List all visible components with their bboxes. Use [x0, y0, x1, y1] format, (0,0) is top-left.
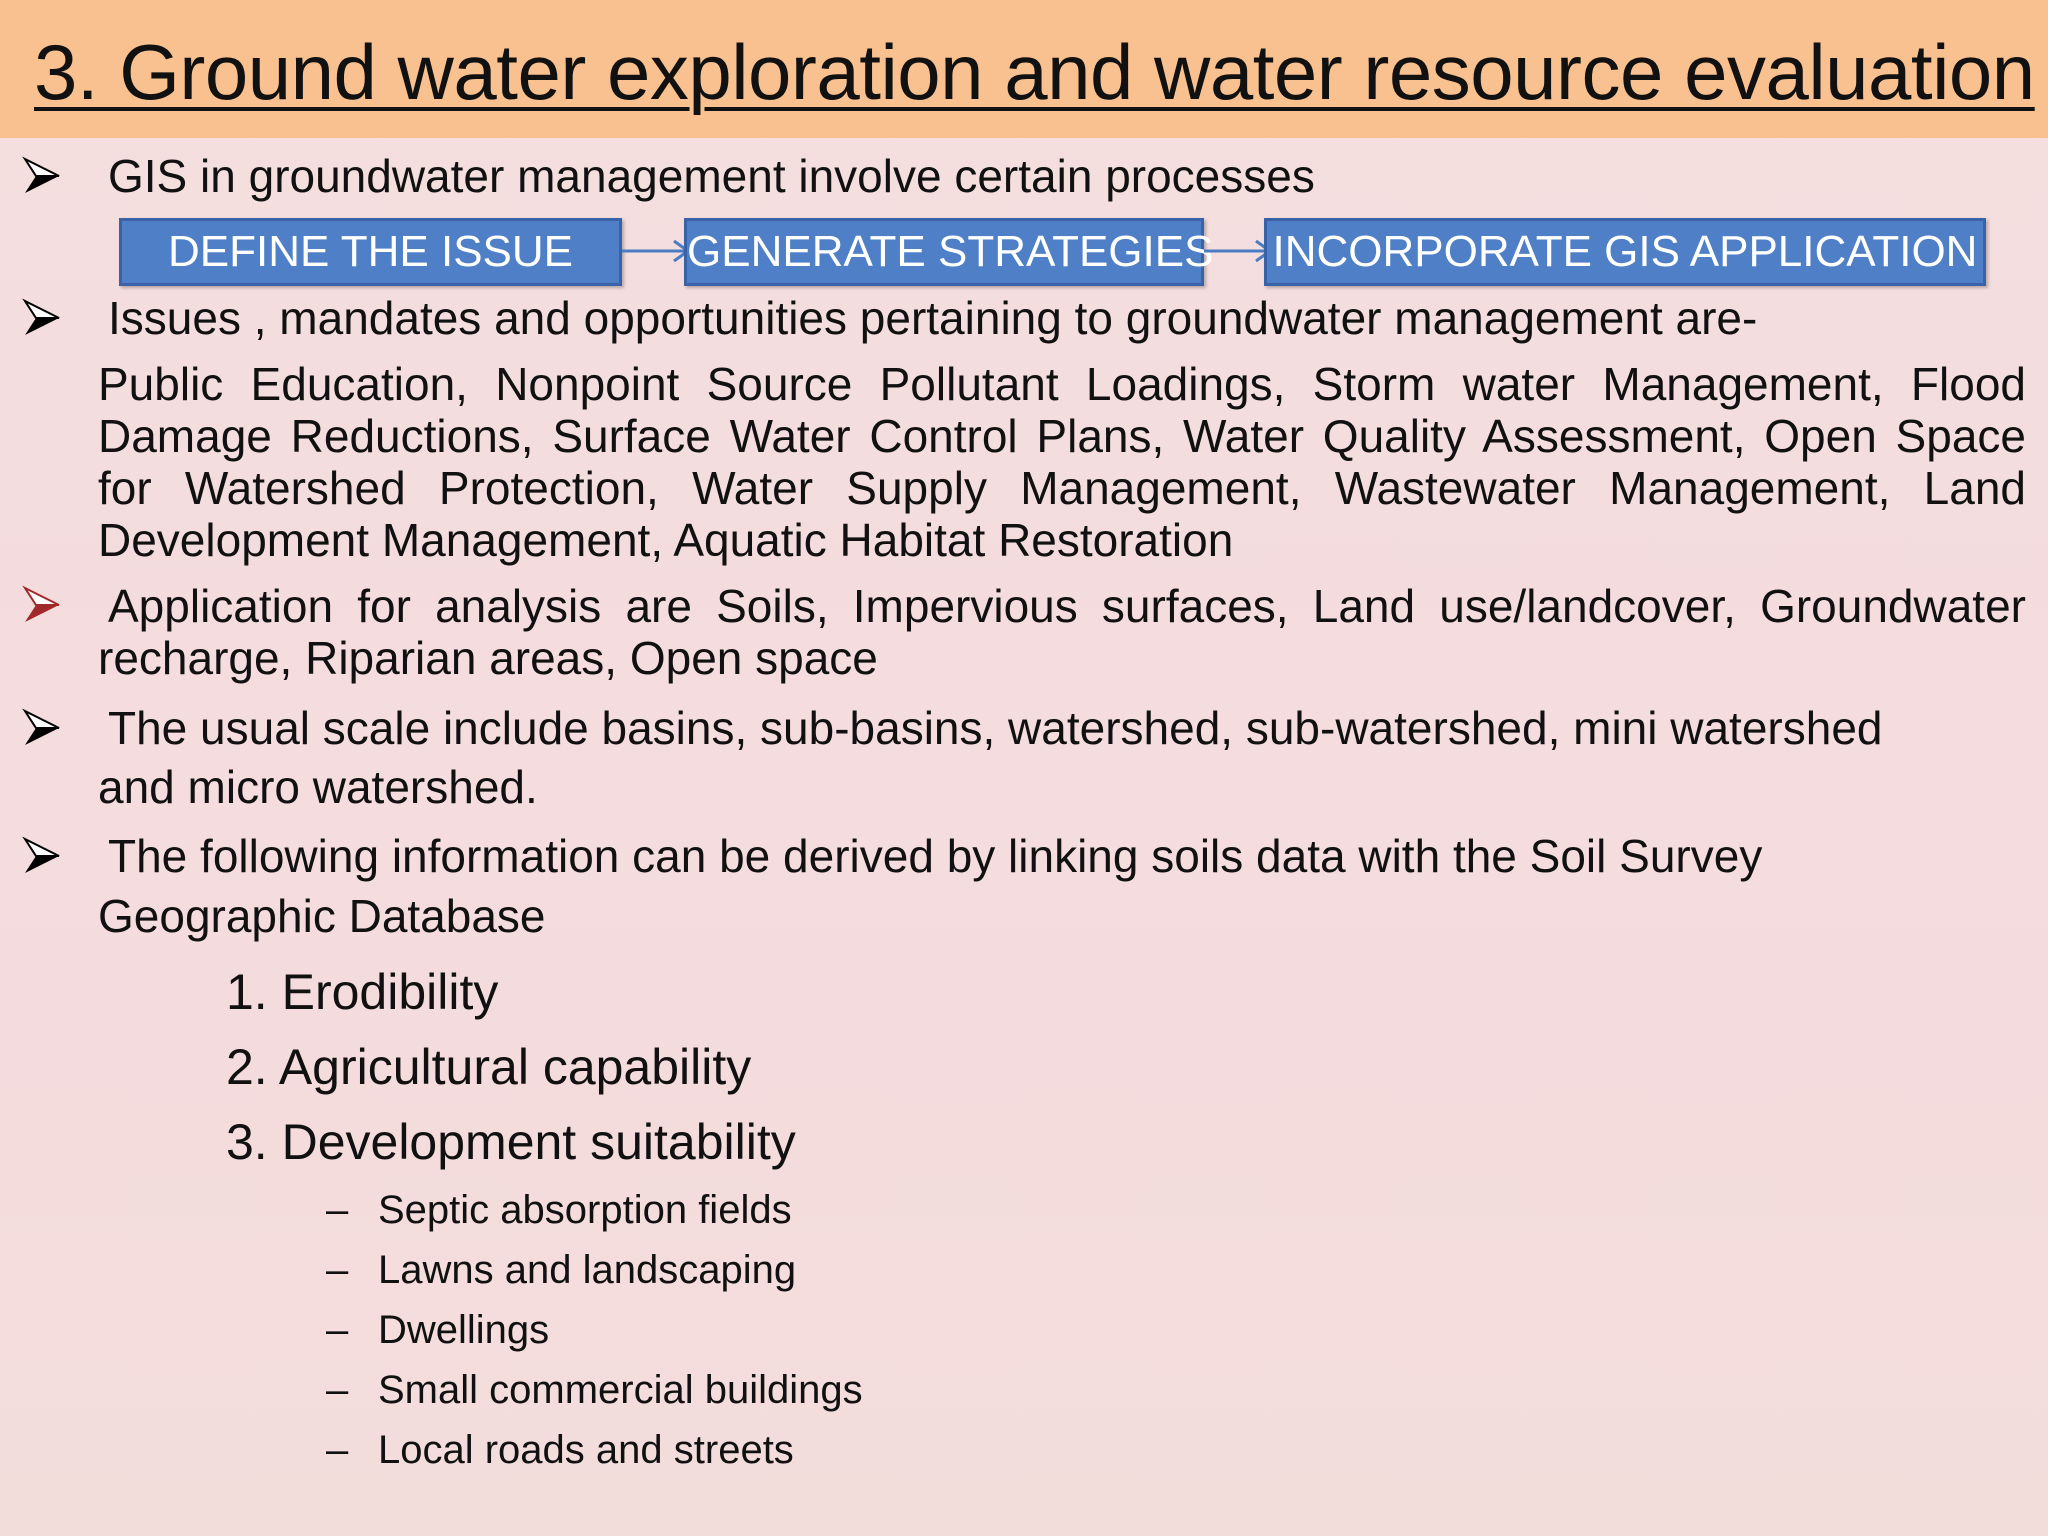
- dash-marker: –: [326, 1368, 349, 1412]
- sub-item-dwellings: Dwellings: [378, 1308, 550, 1352]
- bullet-usual-scale: The usual scale include basins, sub-basins, watershed, sub-watershed, mini watershed: [108, 702, 1883, 754]
- arrowhead-bullet-icon: [22, 585, 62, 625]
- arrowhead-bullet-icon: [22, 298, 62, 338]
- dash-marker: –: [326, 1308, 349, 1352]
- bullet-usual-scale-cont: and micro watershed.: [98, 761, 538, 813]
- flow-box-define-issue: DEFINE THE ISSUE: [119, 218, 622, 286]
- right-arrow-icon: [622, 236, 692, 266]
- arrowhead-bullet-icon: [22, 708, 62, 748]
- slide-title: 3. Ground water exploration and water resource evaluation: [34, 28, 2035, 116]
- issues-detail-paragraph: Public Education, Nonpoint Source Pollutant Loadings, Storm water Management, Flood Damage Reductions, Surface Water Control Plans, Water Quality Assessment, Open Space for Watershed Protection, Water Supply Management, Wastewater Management, Land Development Management, Aquatic Habitat Restoration: [98, 358, 2026, 566]
- numbered-item-erodibility: 1. Erodibility: [226, 964, 499, 1020]
- dash-marker: –: [326, 1248, 349, 1292]
- bullet-following-information-cont: Geographic Database: [98, 890, 546, 942]
- numbered-item-agricultural-capability: 2. Agricultural capability: [226, 1039, 752, 1095]
- sub-item-local-roads: Local roads and streets: [378, 1428, 794, 1472]
- arrowhead-bullet-icon: [22, 156, 62, 196]
- sub-item-septic: Septic absorption fields: [378, 1188, 792, 1232]
- bullet-issues: Issues , mandates and opportunities pertaining to groundwater management are-: [108, 292, 1758, 344]
- bullet-application-analysis: Application for analysis are Soils, Impervious surfaces, Land use/landcover, Groundwater recharge, Riparian areas, Open space: [98, 580, 2026, 684]
- bullet-gis-processes: GIS in groundwater management involve certain processes: [108, 150, 1315, 202]
- arrowhead-bullet-icon: [22, 836, 62, 876]
- flow-box-incorporate-gis: INCORPORATE GIS APPLICATION: [1264, 218, 1986, 286]
- bullet-following-information: The following information can be derived by linking soils data with the Soil Survey: [108, 830, 1763, 882]
- sub-item-lawns: Lawns and landscaping: [378, 1248, 797, 1292]
- sub-item-commercial-buildings: Small commercial buildings: [378, 1368, 863, 1412]
- numbered-item-development-suitability: 3. Development suitability: [226, 1114, 796, 1170]
- dash-marker: –: [326, 1188, 349, 1232]
- dash-marker: –: [326, 1428, 349, 1472]
- flow-box-generate-strategies: GENERATE STRATEGIES: [684, 218, 1204, 286]
